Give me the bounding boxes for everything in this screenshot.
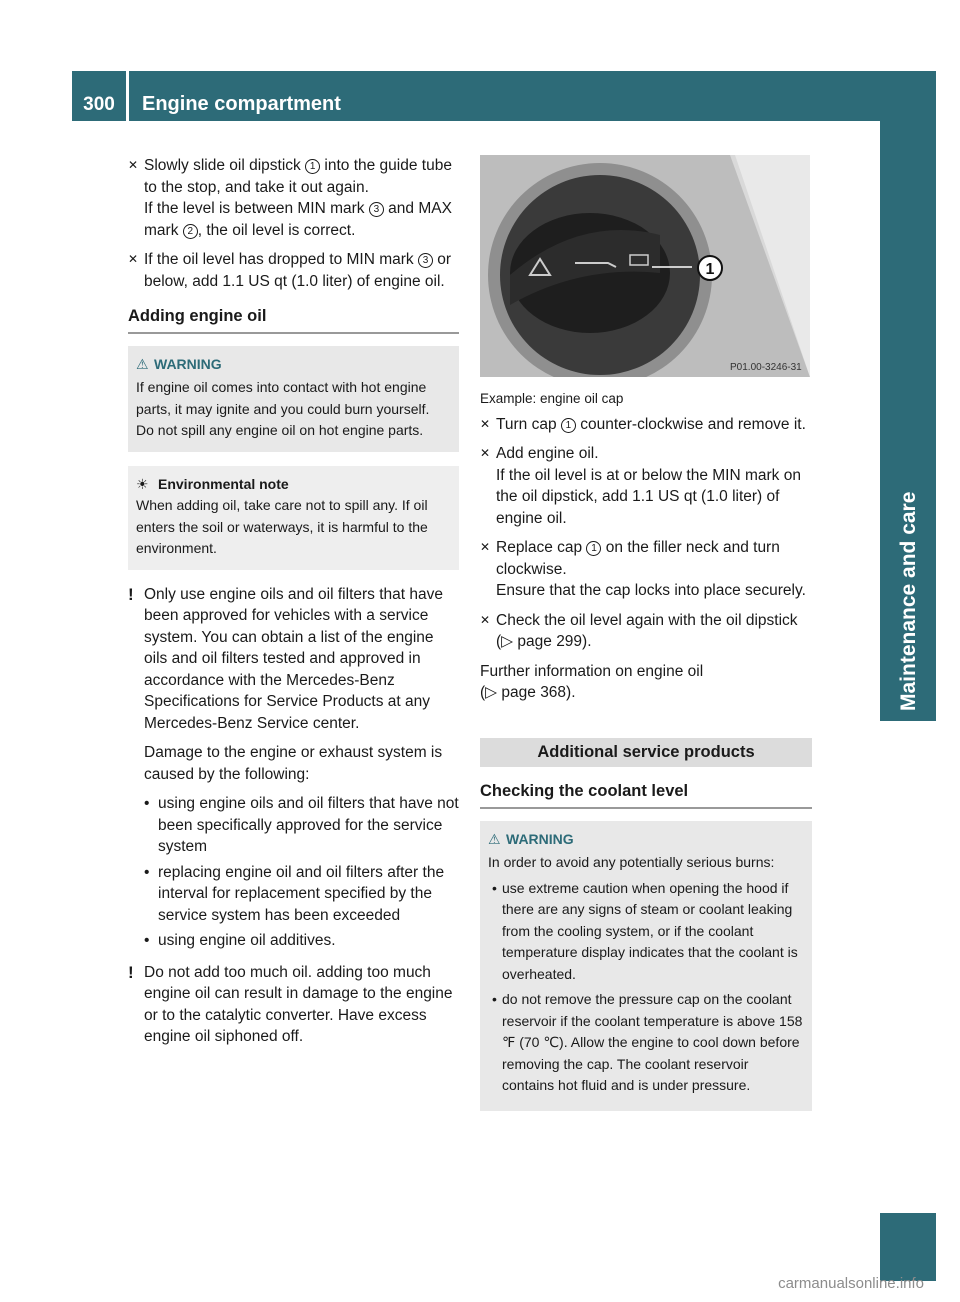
list-item: • using engine oils and oil filters that have not been specifically approved for the service system [144, 795, 459, 855]
env-note-text: When adding oil, take care not to spill any. If oil enters the soil or waterways, it is harmful to the environment. [136, 497, 428, 556]
warning-box [128, 346, 459, 452]
callout-number: 1 [586, 541, 601, 556]
warning-title: ⚠ WARNING [136, 354, 451, 376]
environmental-note-box [128, 466, 459, 570]
step-marker-icon: ✕ [128, 252, 139, 266]
step-marker-icon: ✕ [480, 446, 491, 460]
notice-block [128, 962, 459, 1048]
step-text: Ensure that the cap locks into place securely. [496, 582, 806, 599]
page-reference-link[interactable]: page 299). [513, 633, 592, 650]
step-text: Slowly slide oil dipstick [144, 157, 306, 174]
oil-cap-illustration [480, 155, 810, 377]
page-title: Engine compartment [142, 93, 341, 115]
list-item: • do not remove the pressure cap on the coolant reservoir if the coolant temperature is above 158 ℉ (70 ℃). Allow the engine to cool down before removing the cap. The coolant reservoir contains hot fluid and is under pressure. [492, 991, 803, 1093]
exclamation-icon: ! [128, 584, 134, 604]
page-reference-arrow-icon: ▷ [501, 633, 514, 650]
step-text: Replace cap [496, 539, 587, 556]
section-title-bar: Additional service products [480, 738, 812, 768]
section-tab-marker [880, 1213, 936, 1281]
warning-box [480, 821, 812, 1111]
warning-triangle-icon: ⚠ [136, 355, 149, 372]
warning-title: ⚠ WARNING [488, 829, 804, 851]
notice-text: Damage to the engine or exhaust system is caused by the following: [144, 744, 443, 783]
left-column [128, 155, 459, 1056]
page-header [72, 71, 888, 121]
step-marker-icon: ✕ [480, 416, 491, 431]
notice-text: Only use engine oils and oil filters that have been approved for vehicles with a service system. You can obtain a list of the engine oils and oil filters tested and approved in accordance with the Mercedes-Benz Specifications for Service Products at any Mercedes-Benz Service center. [144, 585, 443, 732]
instruction-step [128, 155, 459, 241]
step-text: Add engine oil. [496, 445, 599, 462]
page-reference-arrow-icon: ▷ [485, 684, 498, 701]
list-item: • using engine oil additives. [144, 932, 336, 949]
step-text: on the filler neck and turn clockwise. [496, 539, 780, 578]
section-heading: Checking the coolant level [480, 781, 812, 809]
notice-block [128, 584, 459, 786]
callout-number: 2 [183, 224, 198, 239]
step-text: If the oil level has dropped to MIN mark [144, 251, 418, 268]
page-number: 300 [83, 94, 115, 115]
step-text: Check the oil level again with the oil dipstick ( [496, 611, 798, 650]
photo-callout: 1 [705, 261, 715, 278]
warning-text: If engine oil comes into contact with hot engine parts, it may ignite and you could burn yourself. Do not spill any engine oil on hot engine parts. [136, 379, 430, 438]
step-text: and MAX mark [144, 200, 452, 239]
right-column [480, 388, 812, 1125]
step-marker-icon: ✕ [480, 612, 491, 627]
step-text: Turn cap [496, 415, 561, 433]
instruction-step [128, 249, 459, 292]
lightbulb-icon: ☀ [136, 475, 149, 492]
list-item: • replacing engine oil and oil filters after the interval for replacement specified by the service system has been exceeded [144, 863, 445, 924]
callout-number: 3 [418, 253, 433, 268]
instruction-step [480, 610, 812, 653]
watermark-text: carmanualsonline.info [778, 1275, 924, 1292]
page-reference-link[interactable]: page 368). [497, 684, 576, 701]
warning-text: In order to avoid any potentially serious burns: [488, 854, 775, 870]
section-tab-label: Maintenance and care [897, 491, 920, 711]
step-text: into the guide tube to the stop, and take it out again. [144, 157, 452, 196]
section-tab [880, 71, 936, 721]
list-item: • use extreme caution when opening the hood if there are any signs of steam or coolant leaking from the cooling system, or if the coolant temperature display indicates that the coolant is overheated. [492, 879, 798, 982]
step-text: If the level is between MIN mark [144, 200, 369, 217]
photo-caption: Example: engine oil cap [480, 391, 624, 406]
further-info: Further information on engine oil (▷ page 368). [480, 662, 704, 701]
step-text: counter-clockwise and remove it. [575, 415, 806, 433]
step-text: or below, add 1.1 US qt (1.0 liter) of engine oil. [144, 251, 452, 290]
step-text: If the oil level is at or below the MIN mark on the oil dipstick, add 1.1 US qt (1.0 liter) of engine oil. [496, 466, 801, 527]
step-marker-icon: ✕ [480, 540, 491, 554]
callout-number: 1 [305, 159, 320, 174]
section-heading: Adding engine oil [128, 306, 459, 334]
callout-number: 3 [369, 202, 384, 217]
header-divider [126, 71, 129, 121]
instruction-step [480, 537, 812, 602]
warning-triangle-icon: ⚠ [488, 830, 501, 847]
engine-oil-cap-photo [480, 155, 810, 377]
notice-text: Do not add too much oil. adding too much engine oil can result in damage to the engine or to the catalytic converter. Have excess engine oil siphoned off. [144, 963, 453, 1045]
instruction-step [480, 443, 812, 529]
instruction-step [480, 414, 812, 436]
env-note-title: ☀ Environmental note [136, 474, 451, 496]
callout-number: 1 [561, 418, 576, 433]
exclamation-icon: ! [128, 962, 134, 982]
photo-reference-code: P01.00-3246-31 [730, 362, 802, 373]
step-text: , the oil level is correct. [197, 221, 356, 239]
step-marker-icon: ✕ [128, 158, 139, 172]
